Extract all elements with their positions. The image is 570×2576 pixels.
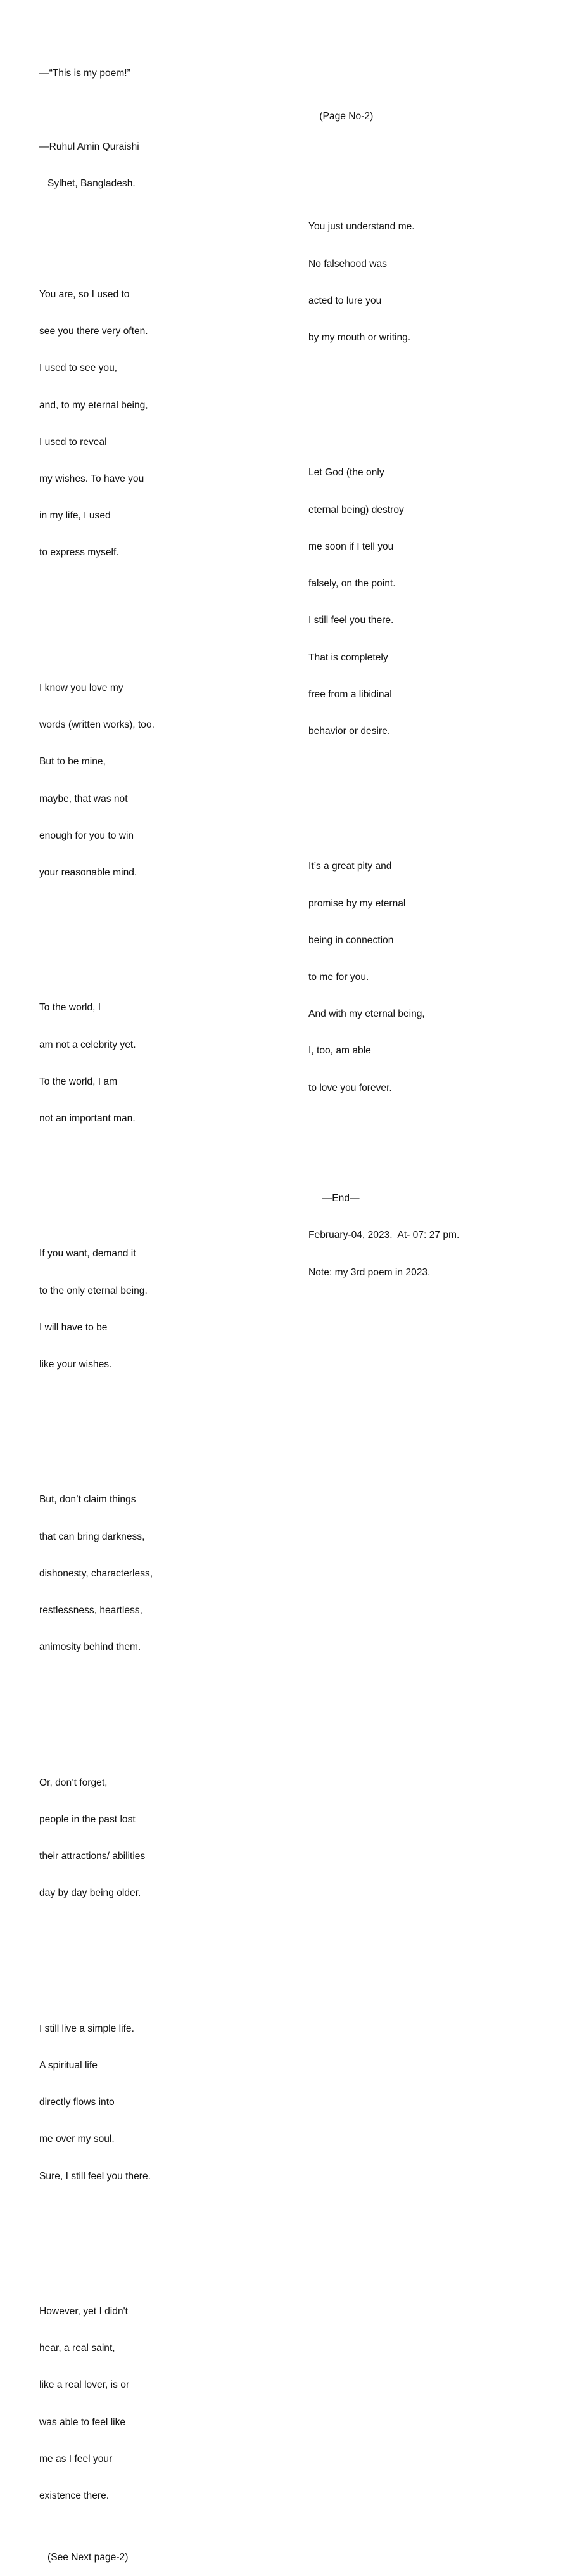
poem-line: existence there.	[39, 2490, 110, 2502]
blank-line	[39, 1420, 155, 1432]
stanza-9	[308, 196, 459, 369]
page-number-header: (Page No-2)	[308, 110, 374, 122]
stanza-5	[39, 1469, 155, 1678]
poem-line: I used to reveal	[39, 436, 107, 448]
blank-line	[39, 1703, 155, 1715]
poem-line: That is completely	[308, 652, 388, 663]
poem-line: I used to see you,	[39, 363, 118, 374]
poem-line: like your wishes.	[39, 1359, 112, 1370]
poem-line: restlessness, heartless,	[39, 1605, 142, 1616]
poem-line: hear, a real saint,	[39, 2343, 115, 2354]
blank-line	[39, 215, 155, 227]
poem-line: not an important man.	[39, 1112, 136, 1124]
poem-line: that can bring darkness,	[39, 1531, 145, 1542]
poem-line: enough for you to win	[39, 830, 134, 841]
poem-line: to express myself.	[39, 547, 119, 558]
poem-line: But to be mine,	[39, 756, 106, 768]
poem-line: You just understand me.	[308, 221, 415, 233]
poem-line: To the world, I am	[39, 1076, 118, 1087]
poem-line: being in connection	[308, 934, 394, 946]
poem-line: behavior or desire.	[308, 725, 391, 737]
blank-line	[308, 393, 459, 405]
poem-line: acted to lure you	[308, 295, 382, 306]
poem-line: maybe, that was not	[39, 793, 128, 804]
poem-title: —“This is my poem!”	[39, 67, 130, 79]
note-line: Note: my 3rd poem in 2023.	[308, 1266, 431, 1278]
poem-line: falsely, on the point.	[308, 578, 396, 589]
poem-line: Let God (the only	[308, 467, 384, 479]
stanza-6	[39, 1752, 155, 1924]
stanza-11	[308, 836, 459, 1119]
stanza-10	[308, 442, 459, 762]
poem-line: to me for you.	[308, 971, 369, 982]
poem-line: I still live a simple life.	[39, 2023, 134, 2034]
poem-line: I know you love my	[39, 682, 124, 693]
poem-line: by my mouth or writing.	[308, 332, 411, 344]
blank-line	[39, 608, 155, 620]
poem-line: me soon if I tell you	[308, 541, 394, 552]
poem-line: day by day being older.	[39, 1888, 141, 1899]
poem-line: However, yet I didn't	[39, 2306, 128, 2317]
date-line: February-04, 2023. At- 07: 27 pm.	[308, 1230, 460, 1241]
poem-line: I, too, am able	[308, 1045, 371, 1057]
blank-line	[39, 104, 155, 116]
stanza-4	[39, 1223, 155, 1396]
poem-line: promise by my eternal	[308, 898, 406, 909]
author-name: —Ruhul Amin Quraishi	[39, 141, 139, 153]
poem-line: words (written works), too.	[39, 719, 155, 731]
blank-line	[308, 1143, 459, 1156]
poem-line: directly flows into	[39, 2097, 115, 2108]
poem-line: But, don’t claim things	[39, 1494, 136, 1505]
stanza-3	[39, 977, 155, 1150]
end-mark: —End—	[308, 1193, 360, 1204]
poem-line: I still feel you there.	[308, 615, 394, 626]
poem-line: people in the past lost	[39, 1813, 136, 1825]
stanza-2	[39, 657, 155, 903]
poem-line: If you want, demand it	[39, 1248, 136, 1259]
poem-line: and, to my eternal being,	[39, 399, 148, 411]
poem-line: eternal being) destroy	[308, 504, 404, 515]
next-page-note: (See Next page-2)	[39, 2552, 129, 2563]
poem-line: You are, so I used to	[39, 289, 130, 300]
poem-line: dishonesty, characterless,	[39, 1568, 153, 1579]
poem-line: No falsehood was	[308, 258, 387, 269]
blank-line	[39, 1174, 155, 1186]
blank-line	[39, 928, 155, 940]
blank-line	[308, 147, 459, 159]
blank-line	[308, 787, 459, 799]
blank-line	[39, 1948, 155, 1961]
poem-line: A spiritual life	[39, 2059, 98, 2071]
poem-line: in my life, I used	[39, 510, 111, 522]
poem-line: free from a libidinal	[308, 688, 392, 700]
poem-line: to the only eternal being.	[39, 1285, 148, 1296]
poem-page-2	[308, 86, 459, 1291]
poem-line: And with my eternal being,	[308, 1008, 425, 1020]
poem-line: my wishes. To have you	[39, 473, 144, 485]
poem-line: It’s a great pity and	[308, 861, 392, 872]
poem-line: I will have to be	[39, 1322, 108, 1333]
poem-line: animosity behind them.	[39, 1642, 141, 1653]
stanza-1	[39, 264, 155, 583]
poem-line: to love you forever.	[308, 1082, 392, 1093]
poem-line: your reasonable mind.	[39, 866, 137, 878]
poem-line: was able to feel like	[39, 2416, 126, 2428]
poem-line: Or, don’t forget,	[39, 1777, 108, 1788]
stanza-7	[39, 1998, 155, 2207]
poem-line: like a real lover, is or	[39, 2380, 130, 2391]
poem-line: To the world, I	[39, 1002, 101, 1014]
blank-line	[39, 2232, 155, 2244]
poem-line: their attractions/ abilities	[39, 1851, 146, 1862]
poem-line: me as I feel your	[39, 2453, 113, 2464]
poem-line: me over my soul.	[39, 2134, 115, 2145]
poem-line: see you there very often.	[39, 326, 148, 337]
poem-line: Sure, I still feel you there.	[39, 2170, 151, 2182]
stanza-8	[39, 2281, 155, 2527]
poem-line: am not a celebrity yet.	[39, 1039, 136, 1050]
author-location: Sylhet, Bangladesh.	[39, 178, 136, 190]
poem-page-1	[39, 42, 155, 2576]
